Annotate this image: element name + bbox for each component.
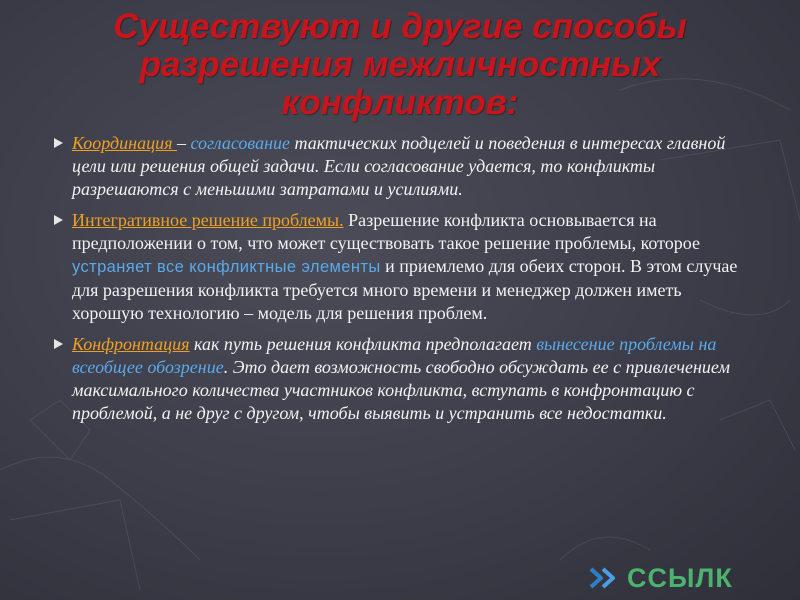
bullet-text-integrative (72, 209, 755, 325)
bullet-body: тактических подцелей и поведения в интересах главной цели или решения общей задачи. Если согласование удается, то конфликты разрешаются с меньшими затратами и усилиями. (72, 133, 726, 199)
list-item (50, 333, 755, 425)
title-line-3: конфликтов: (281, 83, 519, 122)
slide-title (60, 8, 740, 122)
triangle-bullet-icon (54, 138, 63, 148)
title-line-2: разрешения межличностных (139, 45, 661, 84)
term-confrontation: Конфронтация (72, 334, 190, 354)
title-line-1: Существуют и другие способы (113, 7, 687, 46)
term-integrative: Интегративное решение проблемы. (72, 210, 344, 230)
bullet-body: Разрешение конфликта основывается на предположении о том, что может существовать такое решение проблемы, которое (72, 210, 700, 253)
separator: – (176, 133, 191, 153)
list-item (50, 132, 755, 201)
list-item (50, 209, 755, 325)
bullet-body: . Это дает возможность свободно обсуждать ее с привлечением максимального количества участников конфликта, вступать в конфронтацию с проблемой, а не друг с другом, чтобы выявить и устранить все недостатки. (72, 357, 730, 423)
double-chevron-right-icon (587, 563, 623, 593)
highlight-confrontation: вынесение проблемы на всеобщее обозрение (72, 334, 717, 377)
bullet-list (50, 132, 755, 433)
highlight-integrative: устраняет все конфликтные элементы (72, 258, 381, 276)
triangle-bullet-icon (54, 215, 63, 225)
highlight-coordination: согласование (190, 133, 290, 153)
link-button[interactable] (587, 560, 733, 596)
triangle-bullet-icon (54, 339, 63, 349)
bullet-body: как путь решения конфликта предполагает (189, 334, 537, 354)
bullet-text-coordination (72, 132, 755, 201)
term-coordination: Координация (72, 133, 177, 153)
bullet-body: и приемлемо для обеих сторон. В этом случае для разрешения конфликта требуется много времени и менеджер должен иметь хорошую технологию – модель для решения проблем. (72, 256, 738, 323)
bullet-text-confrontation (72, 333, 755, 425)
link-label: ССЫЛК (627, 562, 733, 593)
